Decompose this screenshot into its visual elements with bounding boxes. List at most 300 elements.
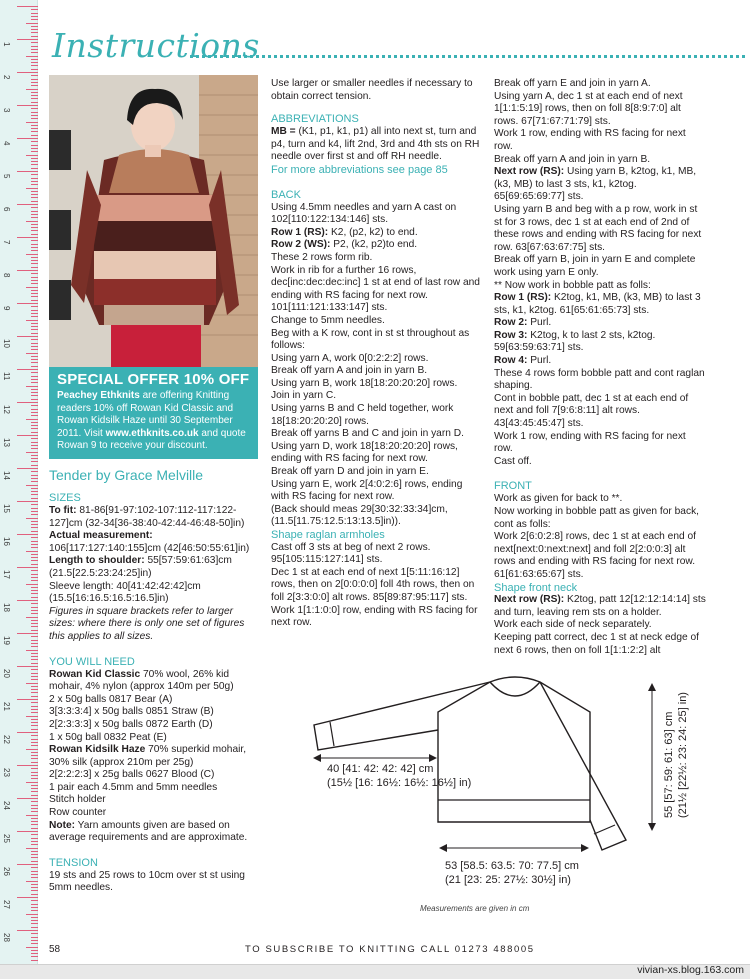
ruler-tick xyxy=(31,211,38,212)
ruler-tick xyxy=(26,56,38,57)
ruler-tick xyxy=(31,544,38,545)
ruler-tick xyxy=(17,270,38,271)
need-note: Note: Yarn amounts given are based on average requirements and are approximate. xyxy=(49,819,248,844)
ruler-tick xyxy=(31,537,38,538)
ruler-tick xyxy=(31,590,38,591)
ruler-tick xyxy=(17,105,38,106)
ruler-tick xyxy=(31,92,38,93)
ruler-tick xyxy=(31,702,38,703)
ruler-tick xyxy=(31,359,38,360)
ruler-tick xyxy=(17,600,38,601)
ruler-number: 20 xyxy=(2,669,11,678)
ruler-tick xyxy=(31,844,38,845)
ruler-tick xyxy=(31,234,38,235)
ruler-tick xyxy=(31,445,38,446)
ruler-tick xyxy=(31,267,38,268)
ruler-tick xyxy=(31,217,38,218)
ruler-tick xyxy=(17,435,38,436)
ruler-tick xyxy=(31,313,38,314)
ruler-tick xyxy=(31,465,38,466)
ruler-tick xyxy=(31,762,38,763)
ruler-number: 28 xyxy=(2,933,11,942)
ruler-tick xyxy=(31,735,38,736)
text-line: Break off yarn E and join in yarn A. xyxy=(494,78,651,89)
ruler-tick xyxy=(31,805,38,806)
ruler-tick xyxy=(31,263,38,264)
text-line: Using yarn B and beg with a p row, work in st st for 3 rows, dec 1 st at each end of 2nd of these rows and ending with RS facing for next row. 63[67:63:67:75] sts. xyxy=(494,203,702,253)
ruler-tick xyxy=(31,333,38,334)
ruler-tick xyxy=(31,42,38,43)
ruler-tick xyxy=(31,181,38,182)
text-line: Break off yarns B and C and join in yarn D. xyxy=(271,428,464,440)
ruler-tick xyxy=(31,112,38,113)
ruler-tick xyxy=(31,775,38,776)
ruler-tick xyxy=(26,254,38,255)
text-line: Using yarns B and C held together, work 18[18:20:20:20] rows. xyxy=(271,403,454,427)
ruler-tick xyxy=(31,610,38,611)
ruler-tick xyxy=(26,23,38,24)
ruler-tick xyxy=(31,593,38,594)
ruler-tick xyxy=(31,135,38,136)
ruler-tick xyxy=(31,719,38,720)
ruler-tick xyxy=(31,164,38,165)
ruler-tick xyxy=(31,686,38,687)
need-line: 1 x 50g ball 0832 Peat (E) xyxy=(49,731,167,743)
ruler-tick xyxy=(31,392,38,393)
you-will-need-heading: YOU WILL NEED xyxy=(49,655,135,668)
ruler-tick xyxy=(31,640,38,641)
ruler-tick xyxy=(31,478,38,479)
ruler-tick xyxy=(31,663,38,664)
ruler-tick xyxy=(31,326,38,327)
ruler-tick xyxy=(31,455,38,456)
offer-url[interactable]: www.ethknits.co.uk xyxy=(105,427,199,439)
ruler-tick xyxy=(17,699,38,700)
ruler-tick xyxy=(31,692,38,693)
ruler-tick xyxy=(17,930,38,931)
need-line: 2 x 50g balls 0817 Bear (A) xyxy=(49,693,173,705)
ruler-tick xyxy=(31,191,38,192)
ruler-tick xyxy=(31,953,38,954)
column-middle xyxy=(271,78,483,630)
ruler-tick xyxy=(31,877,38,878)
ruler-tick xyxy=(31,260,38,261)
kid-classic: Rowan Kid Classic 70% wool, 26% kid mohair, 4% nylon (approx 140m per 50g) xyxy=(49,668,234,693)
ruler-tick xyxy=(26,947,38,948)
ruler-tick xyxy=(26,485,38,486)
ruler-tick xyxy=(26,122,38,123)
ruler-tick xyxy=(31,739,38,740)
ruler-number: 26 xyxy=(2,867,11,876)
ruler-tick xyxy=(31,471,38,472)
ruler-tick xyxy=(31,244,38,245)
ruler-tick xyxy=(31,927,38,928)
text-line: Break off yarn B, join in yarn E and complete work using yarn E only. xyxy=(494,254,696,278)
ruler-tick xyxy=(31,461,38,462)
ruler-tick xyxy=(31,432,38,433)
ruler-tick xyxy=(31,709,38,710)
more-abbreviations-link[interactable]: For more abbreviations see page 85 xyxy=(271,163,448,176)
ruler-tick xyxy=(31,280,38,281)
text-line: Beg with a K row, cont in st st throughout as follows: xyxy=(271,327,470,352)
ruler-tick xyxy=(31,161,38,162)
text-line: Using 4.5mm needles and yarn A cast on 102[110:122:134:146] sts. xyxy=(271,201,457,226)
ruler-tick xyxy=(31,643,38,644)
ruler-tick xyxy=(31,247,38,248)
ruler-tick xyxy=(31,442,38,443)
special-offer-box xyxy=(49,367,258,459)
ruler-tick xyxy=(31,956,38,957)
ruler-tick xyxy=(31,395,38,396)
text-line: Work each side of neck separately. xyxy=(494,619,652,631)
text-line: Work 2[6:0:2:8] rows, dec 1 st at each end of next[next:0:next:next] and foll 2[2:0:0:3] alt rows and ending with RS facing for next row. 61[61:63:65:67] sts. xyxy=(494,531,696,580)
ruler-tick xyxy=(17,237,38,238)
ruler-tick xyxy=(17,831,38,832)
row-instruction: Row 1 (RS): K2, (p2, k2) to end. xyxy=(271,226,418,238)
row-instruction: Row 2 (WS): P2, (k2, p2)to end. xyxy=(271,239,418,251)
ruler-tick xyxy=(31,511,38,512)
ruler-tick xyxy=(31,768,38,769)
text-line: Break off yarn A and join in yarn B. xyxy=(271,365,428,377)
ruler-tick xyxy=(31,626,38,627)
ruler-tick xyxy=(31,227,38,228)
ruler-number: 6 xyxy=(2,207,11,212)
ruler-tick xyxy=(31,488,38,489)
ruler-number: 12 xyxy=(2,405,11,414)
ruler-tick xyxy=(31,19,38,20)
ruler-tick xyxy=(31,580,38,581)
ruler-tick xyxy=(31,230,38,231)
ruler-tick xyxy=(31,158,38,159)
ruler-tick xyxy=(31,128,38,129)
ruler-tick xyxy=(31,587,38,588)
ruler-tick xyxy=(31,293,38,294)
ruler-tick xyxy=(17,765,38,766)
ruler-tick xyxy=(31,178,38,179)
ruler-tick xyxy=(17,204,38,205)
ruler-tick xyxy=(31,570,38,571)
ruler-tick xyxy=(17,864,38,865)
text-line: Break off yarn D and join in yarn E. xyxy=(271,466,429,478)
ruler-tick xyxy=(26,584,38,585)
ruler-tick xyxy=(31,141,38,142)
ruler-number: 21 xyxy=(2,702,11,711)
ruler-tick xyxy=(31,646,38,647)
ruler-tick xyxy=(31,29,38,30)
ruler-tick xyxy=(31,920,38,921)
ruler-tick xyxy=(26,89,38,90)
intro-text: Use larger or smaller needles if necessary to obtain correct tension. xyxy=(271,78,473,102)
ruler-tick xyxy=(31,475,38,476)
ruler-tick xyxy=(31,527,38,528)
tension-text: 19 sts and 25 rows to 10cm over st st using 5mm needles. xyxy=(49,869,245,894)
ruler-number: 19 xyxy=(2,636,11,645)
sleeve-measurement: 40 [41: 42: 42: 42] cm (15½ [16: 16½: 16½: 16½] in) xyxy=(327,763,472,789)
ruler-tick xyxy=(31,98,38,99)
ruler-tick xyxy=(31,310,38,311)
ruler-tick xyxy=(31,884,38,885)
ruler-number: 24 xyxy=(2,801,11,810)
text-line: Using yarn D, work 18[18:20:20:20] rows, ending with RS facing for next row. xyxy=(271,440,458,465)
ruler-tick xyxy=(31,890,38,891)
length-measurement: 55 [57: 59: 61: 63] cm (21½ [22½: 23: 24: 25] in) xyxy=(663,692,689,818)
ruler-tick xyxy=(31,428,38,429)
ruler-tick xyxy=(31,409,38,410)
ruler-tick xyxy=(31,382,38,383)
ruler-tick xyxy=(31,854,38,855)
ruler-tick xyxy=(31,376,38,377)
text-line: Work 1 row, ending with RS facing for next row. xyxy=(494,430,686,455)
text-line: Now working in bobble patt as given for back, cont as folls: xyxy=(494,506,699,530)
ruler-tick xyxy=(31,857,38,858)
model-photo xyxy=(49,75,258,367)
ruler-tick xyxy=(31,194,38,195)
ruler-tick xyxy=(31,574,38,575)
need-line: 3[3:3:3:4] x 50g balls 0851 Straw (B) xyxy=(49,706,214,718)
ruler-tick xyxy=(31,95,38,96)
ruler-tick xyxy=(31,405,38,406)
ruler-tick xyxy=(31,79,38,80)
ruler-tick xyxy=(31,907,38,908)
ruler-number: 18 xyxy=(2,603,11,612)
ruler-tick xyxy=(31,494,38,495)
ruler-tick xyxy=(31,933,38,934)
ruler-tick xyxy=(31,636,38,637)
text-line: Cast off 3 sts at beg of next 2 rows. 95[105:115:127:141] sts. xyxy=(271,541,431,566)
ruler-tick xyxy=(31,795,38,796)
measuring-ruler xyxy=(0,0,38,964)
ruler-number: 16 xyxy=(2,537,11,546)
text-line: Using yarn A, work 0[0:2:2:2] rows. xyxy=(271,352,429,364)
ruler-tick xyxy=(31,564,38,565)
title-dotted-line xyxy=(190,55,745,58)
ruler-number: 23 xyxy=(2,768,11,777)
ruler-tick xyxy=(31,871,38,872)
sizes-to-fit: To fit: 81-86[91-97:102-107:112-117:122-127]cm (32-34[36-38:40-42:44-46:48-50]in) xyxy=(49,505,245,529)
ruler-tick xyxy=(26,650,38,651)
ruler-tick xyxy=(31,197,38,198)
ruler-tick xyxy=(31,554,38,555)
ruler-tick xyxy=(31,524,38,525)
ruler-tick xyxy=(17,468,38,469)
width-measurement: 53 [58.5: 63.5: 70: 77.5] cm (21 [23: 25: 27½: 30½] in) xyxy=(445,860,579,886)
ruler-tick xyxy=(31,937,38,938)
ruler-tick xyxy=(31,329,38,330)
ruler-tick xyxy=(31,82,38,83)
ruler-tick xyxy=(31,755,38,756)
text-line: Dec 1 st at each end of next 1[5:11:16:12] rows, then on 2[0:0:0:0] foll 4th rows, then on foll 2[3:3:0:0] alt rows. 85[89:87:95:117] sts. xyxy=(271,566,475,603)
ruler-tick xyxy=(31,448,38,449)
ruler-tick xyxy=(31,32,38,33)
ruler-tick xyxy=(31,339,38,340)
ruler-tick xyxy=(31,356,38,357)
ruler-tick xyxy=(26,287,38,288)
ruler-tick xyxy=(31,867,38,868)
ruler-tick xyxy=(31,224,38,225)
ruler-tick xyxy=(26,419,38,420)
ruler-tick xyxy=(31,811,38,812)
ruler-tick xyxy=(31,438,38,439)
ruler-tick xyxy=(31,65,38,66)
ruler-tick xyxy=(31,366,38,367)
ruler-tick xyxy=(17,138,38,139)
subscribe-line: TO SUBSCRIBE TO KNITTING CALL 01273 488005 xyxy=(245,944,535,955)
ruler-tick xyxy=(31,145,38,146)
need-line: 2[2:2:2:3] x 25g balls 0627 Blood (C) xyxy=(49,769,215,781)
ruler-tick xyxy=(31,943,38,944)
ruler-tick xyxy=(31,547,38,548)
ruler-tick xyxy=(26,353,38,354)
text-line: Using yarn A, dec 1 st at each end of next 1[1:1:5:19] rows, then on foll 8[8:9:7:0] alt rows. 67[71:67:71:79] sts. xyxy=(494,90,683,127)
ruler-tick xyxy=(31,696,38,697)
ruler-tick xyxy=(31,207,38,208)
ruler-tick xyxy=(26,782,38,783)
row-instruction: Row 3: K2tog, k to last 2 sts, k2tog. 59[63:59:63:71] sts. xyxy=(494,329,656,354)
ruler-tick xyxy=(17,732,38,733)
ruler-tick xyxy=(31,372,38,373)
ruler-tick xyxy=(31,917,38,918)
ruler-tick xyxy=(31,168,38,169)
ruler-tick xyxy=(31,659,38,660)
ruler-tick xyxy=(31,184,38,185)
ruler-tick xyxy=(31,729,38,730)
ruler-tick xyxy=(31,904,38,905)
text-line: Work 1 row, ending with RS facing for next row. xyxy=(494,128,686,152)
sizes-note: Figures in square brackets refer to larger sizes: where there is only one set of figures this applies to all sizes. xyxy=(49,605,245,642)
ruler-tick xyxy=(31,910,38,911)
ruler-tick xyxy=(31,950,38,951)
ruler-tick xyxy=(31,557,38,558)
ruler-tick xyxy=(26,518,38,519)
ruler-tick xyxy=(31,887,38,888)
text-line: Work as given for back to **. xyxy=(494,493,623,505)
ruler-tick xyxy=(31,508,38,509)
ruler-tick xyxy=(17,171,38,172)
ruler-tick xyxy=(31,679,38,680)
kidsilk-haze: Rowan Kidsilk Haze 70% superkid mohair, 30% silk (approx 210m per 25g) xyxy=(49,744,247,768)
text-line: These 4 rows form bobble patt and cont raglan shaping. xyxy=(494,367,705,392)
ruler-tick xyxy=(26,188,38,189)
ruler-tick xyxy=(31,620,38,621)
text-line: Break off yarn A and join in yarn B. xyxy=(494,153,651,165)
ruler-tick xyxy=(26,716,38,717)
ruler-tick xyxy=(31,422,38,423)
ruler-tick xyxy=(17,369,38,370)
ruler-tick xyxy=(17,39,38,40)
ruler-tick xyxy=(17,336,38,337)
back-heading: BACK xyxy=(271,188,301,201)
ruler-tick xyxy=(26,221,38,222)
ruler-tick xyxy=(31,458,38,459)
ruler-tick xyxy=(31,725,38,726)
ruler-number: 2 xyxy=(2,75,11,80)
ruler-tick xyxy=(31,838,38,839)
ruler-tick xyxy=(31,9,38,10)
text-line: Using yarn E, work 2[4:0:2:6] rows, ending with RS facing for next row. xyxy=(271,478,463,503)
ruler-tick xyxy=(31,250,38,251)
offer-text: Peachey Ethknits are offering Knitting readers 10% off Rowan Kid Classic and Rowan Kidsilk Haze until 30 September 2011. Visit www.ethknits.co.uk and quote Rowan 9 to receive your discount. xyxy=(57,390,246,451)
ruler-number: 22 xyxy=(2,735,11,744)
ruler-tick xyxy=(26,386,38,387)
ruler-tick xyxy=(31,673,38,674)
text-line: Cont in bobble patt, dec 1 st at each end of next and foll 7[9:6:8:11] alt rows. 43[43:45:45:47] sts. xyxy=(494,392,689,430)
need-line: 2[2:3:3:3] x 50g balls 0872 Earth (D) xyxy=(49,718,213,730)
ruler-tick xyxy=(31,874,38,875)
watermark: vivian-xs.blog.163.com xyxy=(637,964,744,976)
ruler-tick xyxy=(31,689,38,690)
text-line: (Back should meas 29[30:32:33:34]cm, (11.5[11.75:12.5:13:13.5]in)). xyxy=(271,503,448,528)
ruler-tick xyxy=(31,960,38,961)
front-heading: FRONT xyxy=(494,480,532,493)
ruler-tick xyxy=(31,102,38,103)
ruler-tick xyxy=(31,613,38,614)
ruler-number: 7 xyxy=(2,240,11,245)
ruler-tick xyxy=(31,597,38,598)
ruler-tick xyxy=(31,772,38,773)
row-instruction: Next row (RS): K2tog, patt 12[12:12:14:14] sts and turn, leaving rem sts on a holder. xyxy=(494,594,706,618)
ruler-number: 13 xyxy=(2,438,11,447)
ruler-tick xyxy=(17,897,38,898)
ruler-tick xyxy=(31,788,38,789)
ruler-tick xyxy=(17,303,38,304)
ruler-tick xyxy=(26,683,38,684)
ruler-number: 5 xyxy=(2,174,11,179)
ruler-tick xyxy=(31,346,38,347)
ruler-tick xyxy=(31,343,38,344)
ruler-tick xyxy=(26,452,38,453)
ruler-tick xyxy=(31,656,38,657)
ruler-tick xyxy=(31,316,38,317)
ruler-number: 9 xyxy=(2,306,11,311)
ruler-tick xyxy=(31,785,38,786)
ruler-tick xyxy=(31,399,38,400)
ruler-tick xyxy=(26,881,38,882)
sizes-heading: SIZES xyxy=(49,492,81,504)
ruler-tick xyxy=(31,706,38,707)
ruler-tick xyxy=(31,26,38,27)
ruler-tick xyxy=(31,560,38,561)
ruler-number: 3 xyxy=(2,108,11,113)
ruler-tick xyxy=(31,851,38,852)
tension-heading: TENSION xyxy=(49,856,98,869)
text-line: ** Now work in bobble patt as folls: xyxy=(494,279,651,291)
ruler-tick xyxy=(31,257,38,258)
ruler-tick xyxy=(31,36,38,37)
ruler-tick xyxy=(31,148,38,149)
sizes-length: Length to shoulder: 55[57:59:61:63]cm (21.5[22.5:23:24:25]in) xyxy=(49,555,232,579)
offer-heading: SPECIAL OFFER 10% OFF xyxy=(57,371,250,388)
ruler-tick xyxy=(26,617,38,618)
ruler-tick xyxy=(31,283,38,284)
ruler-tick xyxy=(31,16,38,17)
neck-heading: Shape front neck xyxy=(494,581,578,594)
ruler-tick xyxy=(31,174,38,175)
ruler-tick xyxy=(31,379,38,380)
ruler-tick xyxy=(31,607,38,608)
ruler-tick xyxy=(31,791,38,792)
text-line: Using yarn B, work 18[18:20:20:20] rows. xyxy=(271,377,458,389)
ruler-number: 14 xyxy=(2,471,11,480)
text-line: These 2 rows form rib. xyxy=(271,251,373,263)
ruler-tick xyxy=(17,6,38,7)
ruler-tick xyxy=(31,828,38,829)
ruler-tick xyxy=(31,504,38,505)
ruler-tick xyxy=(31,118,38,119)
ruler-tick xyxy=(17,72,38,73)
ruler-tick xyxy=(31,821,38,822)
ruler-tick xyxy=(31,541,38,542)
need-line: 1 pair each 4.5mm and 5mm needles xyxy=(49,781,218,793)
